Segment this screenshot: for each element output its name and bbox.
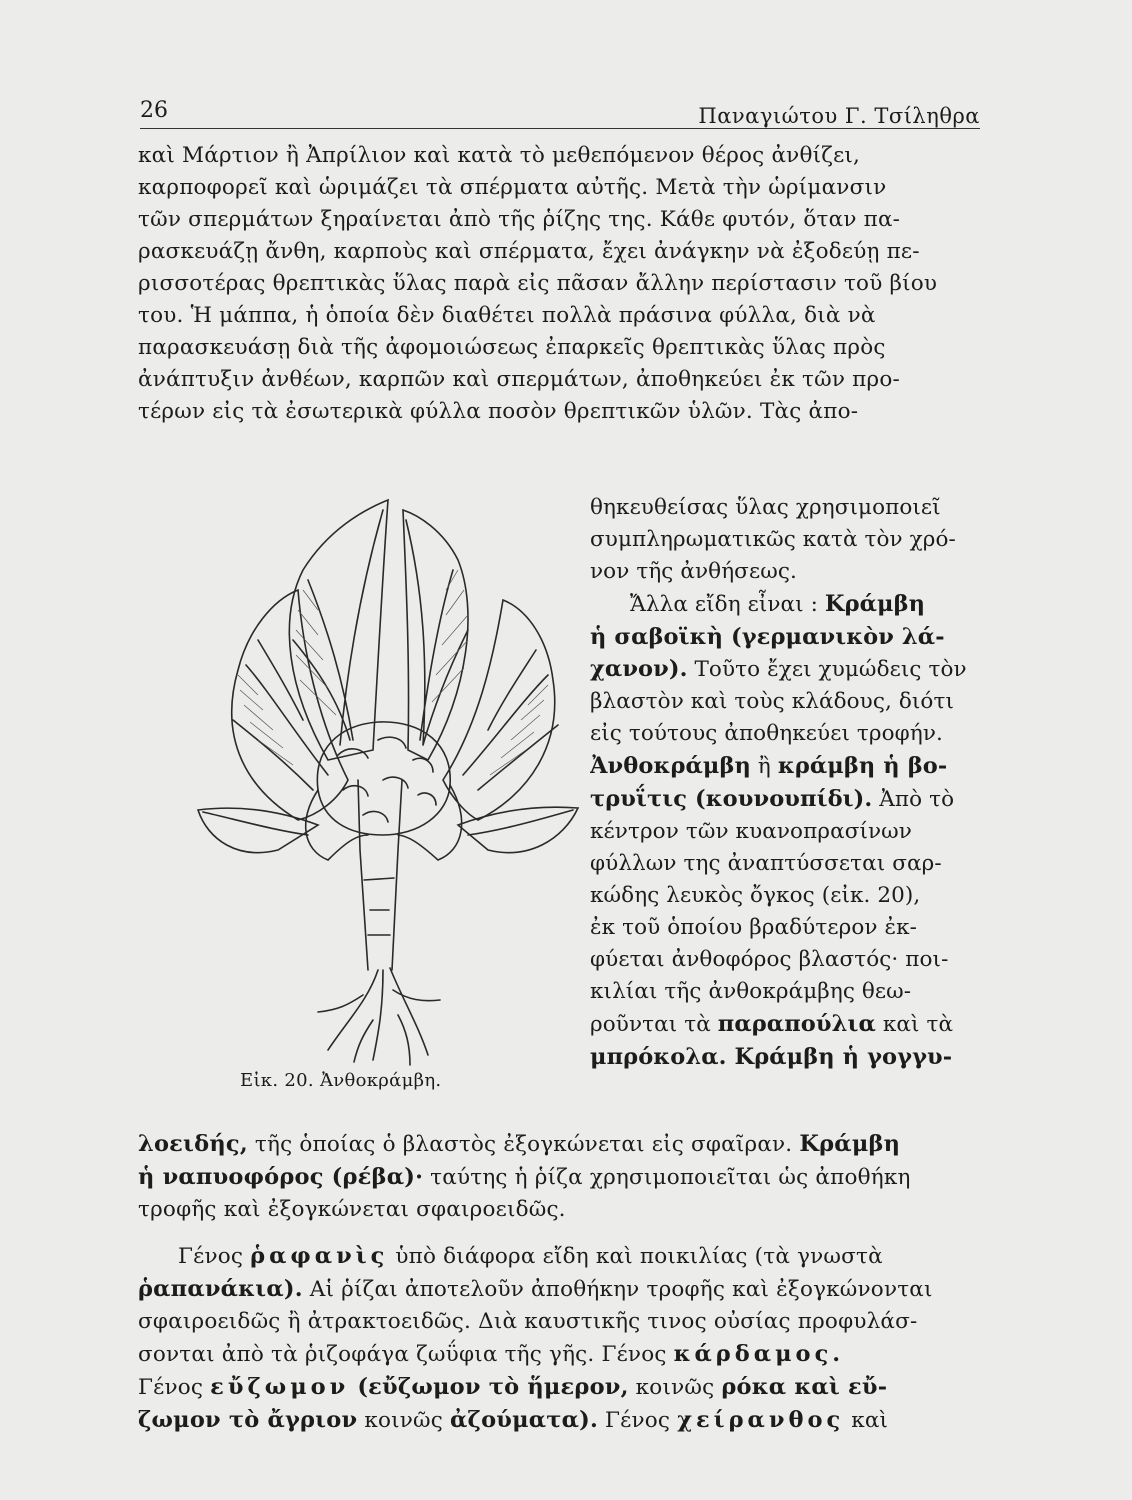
term-kardamos: κάρδαμος.	[673, 1341, 845, 1367]
term-evzomon-agrion: ζωμον τὸ ἄγριον	[138, 1407, 358, 1433]
text-line: καὶ Μάρτιον ἢ Ἀπρίλιον καὶ κατὰ τὸ μεθεπόμενον θέρος ἀνθίζει,	[138, 143, 861, 168]
term-savoy-cabbage: ἡ σαβοϊκὴ (γερμανικὸν λά-	[590, 624, 945, 650]
text-line	[138, 1371, 980, 1404]
term-brokola: μπρόκολα.	[590, 1044, 727, 1070]
text-line: σφαιροειδῶς ἢ ἀτρακτοειδῶς. Διὰ καυστικῆς τινος οὐσίας προφυλάσ-	[138, 1309, 918, 1334]
text-line: συμπληρωματικῶς κατὰ τὸν χρό-	[590, 527, 956, 552]
text-line	[138, 1128, 980, 1161]
page-number: 26	[140, 98, 168, 123]
paragraph-raphanus	[138, 1240, 980, 1437]
text-line	[590, 1008, 982, 1041]
page-header	[140, 96, 980, 129]
text-run: Γένος	[178, 1244, 251, 1269]
term-anthokramvi: Ἀνθοκράμβη	[590, 753, 751, 779]
text-run: Τοῦτο ἔχει χυμώδεις τὸν	[687, 657, 967, 682]
text-line	[138, 1338, 980, 1371]
text-run: Γένος	[598, 1408, 678, 1433]
text-run: κοινῶς	[628, 1375, 722, 1400]
text-run: Ἄλλα εἴδη εἶναι :	[630, 592, 825, 617]
text-line: ἐκ τοῦ ὁποίου βραδύτερον ἐκ-	[590, 915, 918, 940]
term-rafanis: ῥαφανὶς	[250, 1243, 389, 1269]
term-reva: ἡ ναπυοφόρος (ρέβα)·	[138, 1164, 424, 1190]
text-line: τέρων εἰς τὰ ἐσωτερικὰ φύλλα ποσὸν θρεπτικῶν ὑλῶν. Τὰς ἀπο-	[138, 399, 859, 424]
text-line: κέντρον τῶν κυανοπρασίνων	[590, 819, 912, 844]
term-kramvi-gongyloeidis: Κράμβη ἡ γογγυ-	[726, 1044, 953, 1070]
paragraph-kohlrabi	[138, 1128, 980, 1226]
text-line: τῶν σπερμάτων ξηραίνεται ἀπὸ τῆς ῥίζης της. Κάθε φυτόν, ὅταν πα-	[138, 207, 901, 232]
text-line: κιλίαι τῆς ἀνθοκράμβης θεω-	[590, 979, 912, 1004]
text-line: εἰς τούτους ἀποθηκεύει τροφήν.	[590, 721, 943, 746]
text-line: φύεται ἀνθοφόρος βλαστός· ποι-	[590, 947, 949, 972]
text-line: τροφῆς καὶ ἐξογκώνεται σφαιροειδῶς.	[138, 1197, 566, 1222]
text-line: του. Ἡ μάππα, ἡ ὁποία δὲν διαθέτει πολλὰ πράσινα φύλλα, διὰ νὰ	[138, 303, 876, 328]
text-run: κοινῶς	[357, 1408, 451, 1433]
paragraph-intro	[138, 140, 980, 428]
text-line: θηκευθείσας ὕλας χρησιμοποιεῖ	[590, 495, 941, 520]
text-run: Αἱ ῥίζαι ἀποτελοῦν ἀποθήκην τροφῆς καὶ ἐξογκώνονται	[302, 1277, 933, 1302]
running-head: Παναγιώτου Γ. Τσίληθρα	[698, 104, 980, 128]
text-line: ρισσοτέρας θρεπτικὰς ὕλας παρὰ εἰς πᾶσαν ἄλλην περίστασιν τοῦ βίου	[138, 271, 938, 296]
term-kramvi-botrytis: κράμβη ἡ βο-	[777, 753, 948, 779]
text-run: ὑπὸ διάφορα εἴδη καὶ ποικιλίας (τὰ γνωστὰ	[388, 1244, 883, 1269]
text-line	[590, 783, 982, 816]
term-azoumata: ἀζούματα).	[450, 1407, 599, 1433]
term-kounoupidi: τρυΐτις (κουνουπίδι).	[590, 786, 873, 812]
text-line: παρασκευάσῃ διὰ τῆς ἀφομοιώσεως ἐπαρκεῖς θρεπτικὰς ὕλας πρὸς	[138, 335, 886, 360]
text-line: ρασκευάζῃ ἄνθη, καρποὺς καὶ σπέρματα, ἔχει ἀνάγκην νὰ ἐξοδεύῃ πε-	[138, 239, 920, 264]
text-run: ἢ	[751, 754, 778, 779]
text-run: Γένος	[138, 1375, 211, 1400]
text-line	[138, 1240, 980, 1273]
text-line	[138, 1161, 980, 1194]
cauliflower-drawing	[178, 490, 598, 1070]
text-run: τῆς ὁποίας ὁ βλαστὸς ἐξογκώνεται εἰς σφαῖραν.	[247, 1132, 800, 1157]
text-line: βλαστὸν καὶ τοὺς κλάδους, διότι	[590, 689, 954, 714]
text-line	[590, 1041, 982, 1074]
term-roka: ρόκα καὶ εὔ-	[721, 1374, 888, 1400]
term-parapoulia: παραπούλια	[717, 1011, 876, 1037]
text-run: ροῦνται τὰ	[590, 1012, 718, 1037]
term-evzomon-imeron: (εὔζωμον τὸ ἥμερον,	[349, 1374, 629, 1400]
wrapped-text-column	[590, 492, 982, 1074]
term-gongyloeidis: λοειδής,	[138, 1131, 248, 1157]
term-lachanon: χανον).	[590, 656, 688, 682]
term-evzomon: εὔζωμον	[210, 1374, 350, 1400]
term-kramvi: Κράμβη	[824, 591, 926, 617]
text-run: καὶ τὰ	[875, 1012, 954, 1037]
text-line: κώδης λευκὸς ὄγκος (εἰκ. 20),	[590, 883, 921, 908]
text-run: ταύτης ἡ ῥίζα χρησιμοποιεῖται ὡς ἀποθήκη	[423, 1165, 911, 1190]
text-line	[590, 653, 982, 686]
term-cheiranthos: χείρανθος	[677, 1407, 845, 1433]
term-kramvi: Κράμβη	[799, 1131, 901, 1157]
text-run: σονται ἀπὸ τὰ ῥιζοφάγα ζωΰφια τῆς γῆς. Γένος	[138, 1342, 674, 1367]
term-rapanakia: ῥαπανάκια).	[138, 1276, 303, 1302]
text-line: ἀνάπτυξιν ἀνθέων, καρπῶν καὶ σπερμάτων, ἀποθηκεύει ἐκ τῶν προ-	[138, 367, 900, 392]
text-run: καὶ	[844, 1408, 889, 1433]
text-line	[590, 588, 982, 621]
text-line: νον τῆς ἀνθήσεως.	[590, 559, 797, 584]
text-line: καρποφορεῖ καὶ ὡριμάζει τὰ σπέρματα αὐτῆς. Μετὰ τὴν ὡρίμανσιν	[138, 175, 887, 200]
text-run: Ἀπὸ τὸ	[872, 787, 955, 812]
text-line	[590, 750, 982, 783]
text-line: φύλλων της ἀναπτύσσεται σαρ-	[590, 851, 942, 876]
text-line	[138, 1404, 980, 1437]
cauliflower-illustration	[178, 490, 598, 1070]
figure-caption: Εἰκ. 20. Ἀνθοκράμβη.	[240, 1070, 442, 1091]
text-line	[138, 1273, 980, 1306]
